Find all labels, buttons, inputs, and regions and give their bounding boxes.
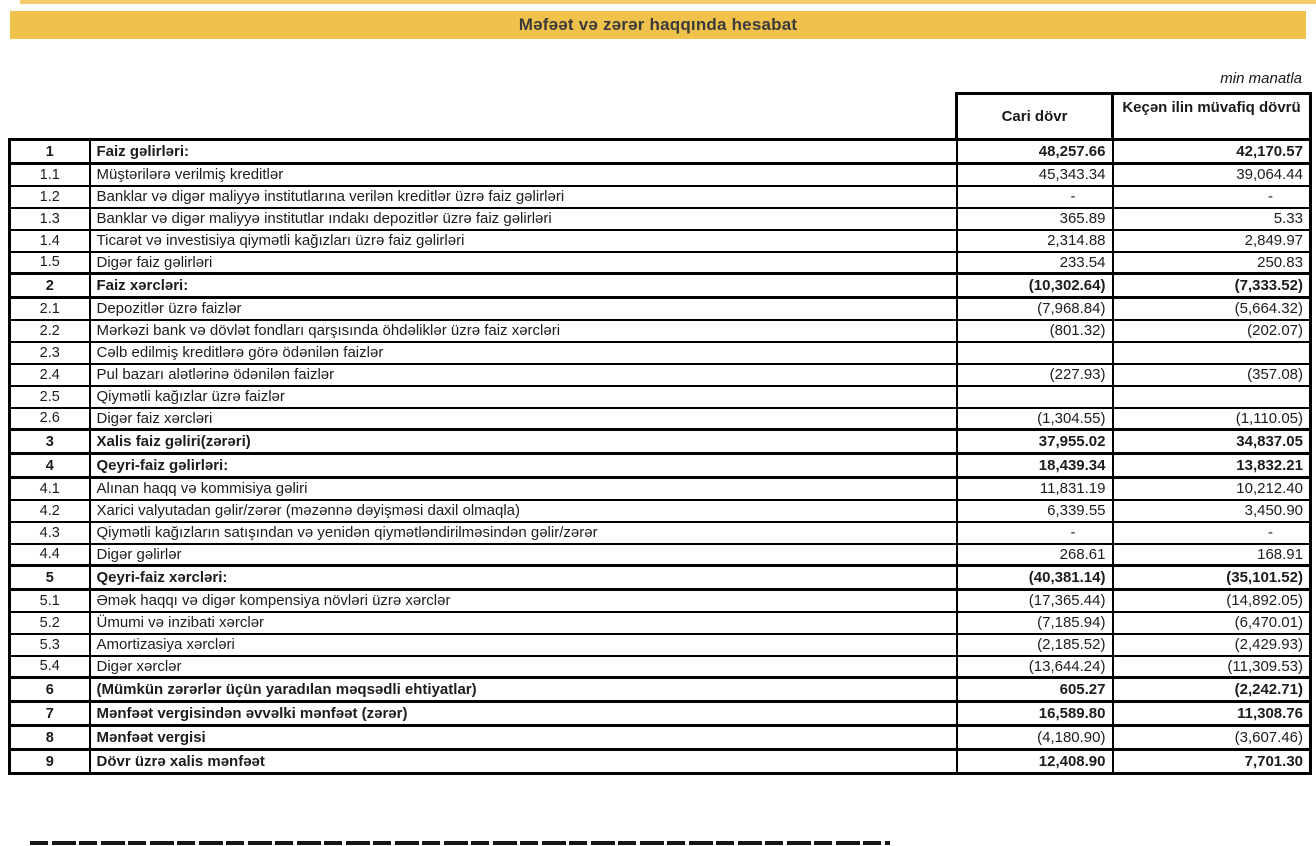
- row-previous-value: 5.33: [1113, 208, 1311, 230]
- row-current-value: [957, 342, 1113, 364]
- unit-note: min manatla: [1220, 70, 1302, 87]
- row-previous-value: (14,892.05): [1113, 590, 1311, 612]
- row-number: 4.1: [10, 478, 90, 500]
- row-number: 2.1: [10, 298, 90, 320]
- row-current-value: 233.54: [957, 252, 1113, 274]
- row-current-value: (17,365.44): [957, 590, 1113, 612]
- title-band: [10, 11, 1306, 39]
- row-number: 2.3: [10, 342, 90, 364]
- row-current-value: (801.32): [957, 320, 1113, 342]
- table-row: [10, 590, 1311, 612]
- row-previous-value: (7,333.52): [1113, 274, 1311, 298]
- row-previous-value: 2,849.97: [1113, 230, 1311, 252]
- report-table-body: [10, 140, 1311, 774]
- row-number: 1.4: [10, 230, 90, 252]
- row-previous-value: 250.83: [1113, 252, 1311, 274]
- table-row: [10, 320, 1311, 342]
- row-number: 2.5: [10, 386, 90, 408]
- row-number: 8: [10, 726, 90, 750]
- row-label: Qiymətli kağızların satışından və yenidən qiymətləndirilməsindən gəlir/zərər: [90, 522, 957, 544]
- row-previous-value: (202.07): [1113, 320, 1311, 342]
- row-previous-value: 10,212.40: [1113, 478, 1311, 500]
- row-number: 4: [10, 454, 90, 478]
- row-number: 2.2: [10, 320, 90, 342]
- table-row: [10, 252, 1311, 274]
- row-label: Amortizasiya xərcləri: [90, 634, 957, 656]
- row-label: Cəlb edilmiş kreditlərə görə ödənilən faizlər: [90, 342, 957, 364]
- table-row: [10, 566, 1311, 590]
- row-current-value: (1,304.55): [957, 408, 1113, 430]
- row-label: Mərkəzi bank və dövlət fondları qarşısında öhdəliklər üzrə faiz xərcləri: [90, 320, 957, 342]
- table-row: [10, 634, 1311, 656]
- row-number: 1.1: [10, 164, 90, 186]
- row-current-value: (10,302.64): [957, 274, 1113, 298]
- table-row: [10, 726, 1311, 750]
- row-current-value: 11,831.19: [957, 478, 1113, 500]
- row-previous-value: -: [1113, 522, 1311, 544]
- table-row: [10, 522, 1311, 544]
- table-row: [10, 430, 1311, 454]
- row-previous-value: [1113, 386, 1311, 408]
- table-row: [10, 298, 1311, 320]
- table-row: [10, 140, 1311, 164]
- row-current-value: 6,339.55: [957, 500, 1113, 522]
- table-row: [10, 656, 1311, 678]
- row-current-value: 12,408.90: [957, 750, 1113, 774]
- table-row: [10, 678, 1311, 702]
- row-current-value: (7,968.84): [957, 298, 1113, 320]
- table-row: [10, 186, 1311, 208]
- row-label: Digər xərclər: [90, 656, 957, 678]
- row-number: 5.3: [10, 634, 90, 656]
- column-header-previous-text: Keçən ilin müvafiq dövrü: [1122, 99, 1301, 116]
- row-previous-value: (2,242.71): [1113, 678, 1311, 702]
- table-row: [10, 500, 1311, 522]
- row-number: 7: [10, 702, 90, 726]
- row-previous-value: (1,110.05): [1113, 408, 1311, 430]
- row-previous-value: 11,308.76: [1113, 702, 1311, 726]
- row-label: Dövr üzrə xalis mənfəət: [90, 750, 957, 774]
- row-label: Pul bazarı alətlərinə ödənilən faizlər: [90, 364, 957, 386]
- row-current-value: 18,439.34: [957, 454, 1113, 478]
- table-row: [10, 454, 1311, 478]
- row-label: Xarici valyutadan gəlir/zərər (məzənnə dəyişməsi daxil olmaqla): [90, 500, 957, 522]
- table-row: [10, 478, 1311, 500]
- row-label: Ümumi və inzibati xərclər: [90, 612, 957, 634]
- row-number: 5.2: [10, 612, 90, 634]
- row-current-value: 605.27: [957, 678, 1113, 702]
- row-previous-value: 39,064.44: [1113, 164, 1311, 186]
- row-previous-value: [1113, 342, 1311, 364]
- table-row: [10, 364, 1311, 386]
- header-spacer-number: [10, 94, 90, 140]
- clipped-next-row: [30, 841, 890, 845]
- row-number: 2: [10, 274, 90, 298]
- row-label: Banklar və digər maliyyə institutlarına verilən kreditlər üzrə faiz gəlirləri: [90, 186, 957, 208]
- row-label: Faiz gəlirləri:: [90, 140, 957, 164]
- row-number: 6: [10, 678, 90, 702]
- row-label: Mənfəət vergisindən əvvəlki mənfəət (zərər): [90, 702, 957, 726]
- table-row: [10, 408, 1311, 430]
- table-row: [10, 612, 1311, 634]
- row-previous-value: (3,607.46): [1113, 726, 1311, 750]
- row-number: 5: [10, 566, 90, 590]
- row-label: Digər faiz xərcləri: [90, 408, 957, 430]
- table-row: [10, 386, 1311, 408]
- row-previous-value: (357.08): [1113, 364, 1311, 386]
- row-number: 2.4: [10, 364, 90, 386]
- row-label: Digər faiz gəlirləri: [90, 252, 957, 274]
- row-label: Mənfəət vergisi: [90, 726, 957, 750]
- row-current-value: (13,644.24): [957, 656, 1113, 678]
- header-spacer-label: [90, 94, 957, 140]
- row-current-value: -: [957, 186, 1113, 208]
- row-label: Faiz xərcləri:: [90, 274, 957, 298]
- row-number: 3: [10, 430, 90, 454]
- header-row: [10, 94, 1311, 140]
- report-table-container: [8, 92, 1312, 775]
- row-label: Əmək haqqı və digər kompensiya növləri üzrə xərclər: [90, 590, 957, 612]
- row-previous-value: (2,429.93): [1113, 634, 1311, 656]
- row-previous-value: 168.91: [1113, 544, 1311, 566]
- row-label: Depozitlər üzrə faizlər: [90, 298, 957, 320]
- row-number: 1: [10, 140, 90, 164]
- row-current-value: 2,314.88: [957, 230, 1113, 252]
- row-previous-value: -: [1113, 186, 1311, 208]
- table-row: [10, 164, 1311, 186]
- row-current-value: 45,343.34: [957, 164, 1113, 186]
- row-number: 1.5: [10, 252, 90, 274]
- table-row: [10, 544, 1311, 566]
- row-label: (Mümkün zərərlər üçün yaradılan məqsədli ehtiyatlar): [90, 678, 957, 702]
- row-label: Xalis faiz gəliri(zərəri): [90, 430, 957, 454]
- row-label: Alınan haqq və kommisiya gəliri: [90, 478, 957, 500]
- row-current-value: [957, 386, 1113, 408]
- page-title: Məfəət və zərər haqqında hesabat: [518, 15, 798, 34]
- row-current-value: 48,257.66: [957, 140, 1113, 164]
- row-number: 4.3: [10, 522, 90, 544]
- table-row: [10, 208, 1311, 230]
- profit-loss-table: [8, 92, 1312, 775]
- row-current-value: 37,955.02: [957, 430, 1113, 454]
- row-previous-value: 3,450.90: [1113, 500, 1311, 522]
- row-label: Qeyri-faiz xərcləri:: [90, 566, 957, 590]
- top-accent-strip: [20, 0, 1316, 4]
- row-previous-value: 7,701.30: [1113, 750, 1311, 774]
- row-label: Qiymətli kağızlar üzrə faizlər: [90, 386, 957, 408]
- row-previous-value: 13,832.21: [1113, 454, 1311, 478]
- table-row: [10, 230, 1311, 252]
- row-current-value: 365.89: [957, 208, 1113, 230]
- column-header-previous: [1113, 94, 1311, 140]
- row-label: Digər gəlirlər: [90, 544, 957, 566]
- table-row: [10, 702, 1311, 726]
- row-previous-value: 42,170.57: [1113, 140, 1311, 164]
- row-number: 5.1: [10, 590, 90, 612]
- column-header-current: Cari dövr: [957, 94, 1113, 140]
- table-header: [10, 94, 1311, 140]
- row-current-value: (2,185.52): [957, 634, 1113, 656]
- row-number: 4.2: [10, 500, 90, 522]
- table-row: [10, 750, 1311, 774]
- row-number: 1.3: [10, 208, 90, 230]
- table-row: [10, 274, 1311, 298]
- row-current-value: (4,180.90): [957, 726, 1113, 750]
- row-number: 9: [10, 750, 90, 774]
- row-current-value: 268.61: [957, 544, 1113, 566]
- row-current-value: (227.93): [957, 364, 1113, 386]
- row-current-value: (7,185.94): [957, 612, 1113, 634]
- row-current-value: (40,381.14): [957, 566, 1113, 590]
- row-number: 5.4: [10, 656, 90, 678]
- row-previous-value: (35,101.52): [1113, 566, 1311, 590]
- row-current-value: -: [957, 522, 1113, 544]
- row-number: 2.6: [10, 408, 90, 430]
- row-previous-value: (11,309.53): [1113, 656, 1311, 678]
- row-label: Banklar və digər maliyyə institutlar ındakı depozitlər üzrə faiz gəlirləri: [90, 208, 957, 230]
- table-row: [10, 342, 1311, 364]
- row-previous-value: 34,837.05: [1113, 430, 1311, 454]
- row-number: 4.4: [10, 544, 90, 566]
- row-number: 1.2: [10, 186, 90, 208]
- row-label: Ticarət və investisiya qiymətli kağızları üzrə faiz gəlirləri: [90, 230, 957, 252]
- row-label: Müştərilərə verilmiş kreditlər: [90, 164, 957, 186]
- row-label: Qeyri-faiz gəlirləri:: [90, 454, 957, 478]
- row-previous-value: (5,664.32): [1113, 298, 1311, 320]
- row-current-value: 16,589.80: [957, 702, 1113, 726]
- row-previous-value: (6,470.01): [1113, 612, 1311, 634]
